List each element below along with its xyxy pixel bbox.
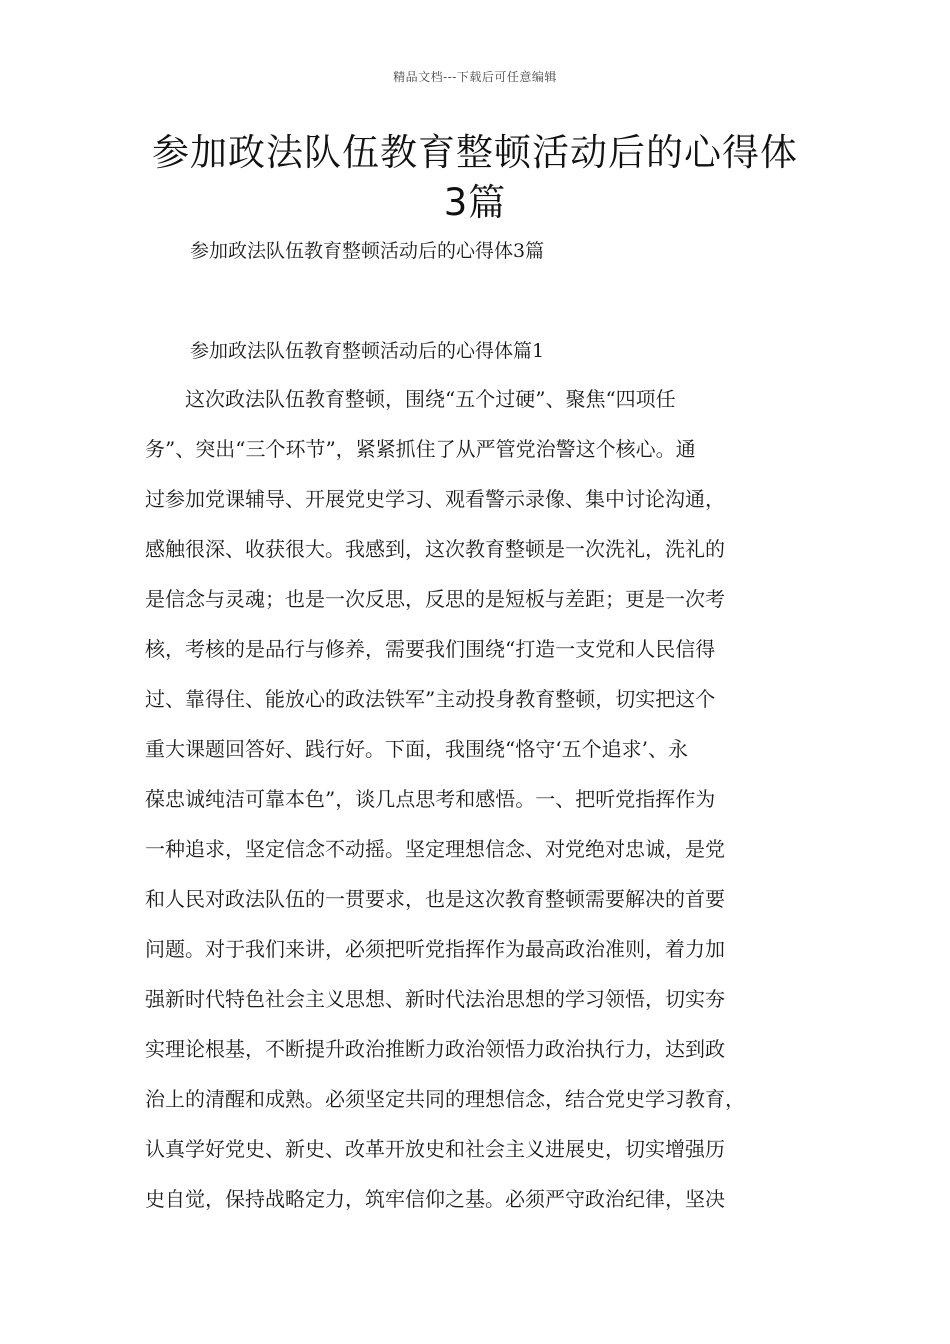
body-line: 务”、突出“三个环节”，紧紧抓住了从严管党治警这个核心。通 bbox=[145, 437, 696, 461]
document-title bbox=[100, 128, 850, 228]
body-line: 史自觉，保持战略定力，筑牢信仰之基。必须严守政治纪律，坚决 bbox=[145, 1187, 725, 1211]
body-line: 和人民对政法队伍的一贯要求，也是这次教育整顿需要解决的首要 bbox=[145, 887, 725, 911]
body-line: 一种追求，坚定信念不动摇。坚定理想信念、对党绝对忠诚，是党 bbox=[145, 837, 725, 861]
body-line: 治上的清醒和成熟。必须坚定共同的理想信念，结合党史学习教育， bbox=[145, 1087, 745, 1111]
body-line: 强新时代特色社会主义思想、新时代法治思想的学习领悟，切实夯 bbox=[145, 987, 725, 1011]
title-line-2: 3篇 bbox=[443, 181, 507, 224]
body-text bbox=[145, 374, 825, 1224]
body-line: 问题。对于我们来讲，必须把听党指挥作为最高政治准则，着力加 bbox=[145, 937, 725, 961]
body-line: 过、靠得住、能放心的政法铁军”主动投身教育整顿，切实把这个 bbox=[145, 687, 716, 711]
body-line: 核，考核的是品行与修养，需要我们围绕“打造一支党和人民信得 bbox=[145, 637, 716, 661]
body-line: 认真学好党史、新史、改革开放史和社会主义进展史，切实增强历 bbox=[145, 1137, 725, 1161]
body-line: 是信念与灵魂；也是一次反思，反思的是短板与差距；更是一次考 bbox=[145, 587, 725, 611]
body-line: 感触很深、收获很大。我感到，这次教育整顿是一次洗礼，洗礼的 bbox=[145, 537, 725, 561]
header-note: 精品文档---下载后可任意编辑 bbox=[393, 70, 557, 84]
body-line: 重大课题回答好、践行好。下面，我围绕“恪守‘五个追求’、永 bbox=[145, 737, 688, 761]
body-line: 过参加党课辅导、开展党史学习、观看警示录像、集中讨论沟通， bbox=[145, 487, 725, 511]
subtitle: 参加政法队伍教育整顿活动后的心得体3篇 bbox=[190, 240, 545, 262]
body-line: 葆忠诚纯洁可靠本色”，谈几点思考和感悟。一、把听党指挥作为 bbox=[145, 787, 716, 811]
section-heading: 参加政法队伍教育整顿活动后的心得体篇1 bbox=[190, 340, 545, 362]
body-line: 这次政法队伍教育整顿，围绕“五个过硬”、聚焦“四项任 bbox=[145, 387, 676, 411]
title-line-1: 参加政法队伍教育整顿活动后的心得体 bbox=[152, 131, 798, 174]
body-line: 实理论根基，不断提升政治推断力政治领悟力政治执行力，达到政 bbox=[145, 1037, 725, 1061]
